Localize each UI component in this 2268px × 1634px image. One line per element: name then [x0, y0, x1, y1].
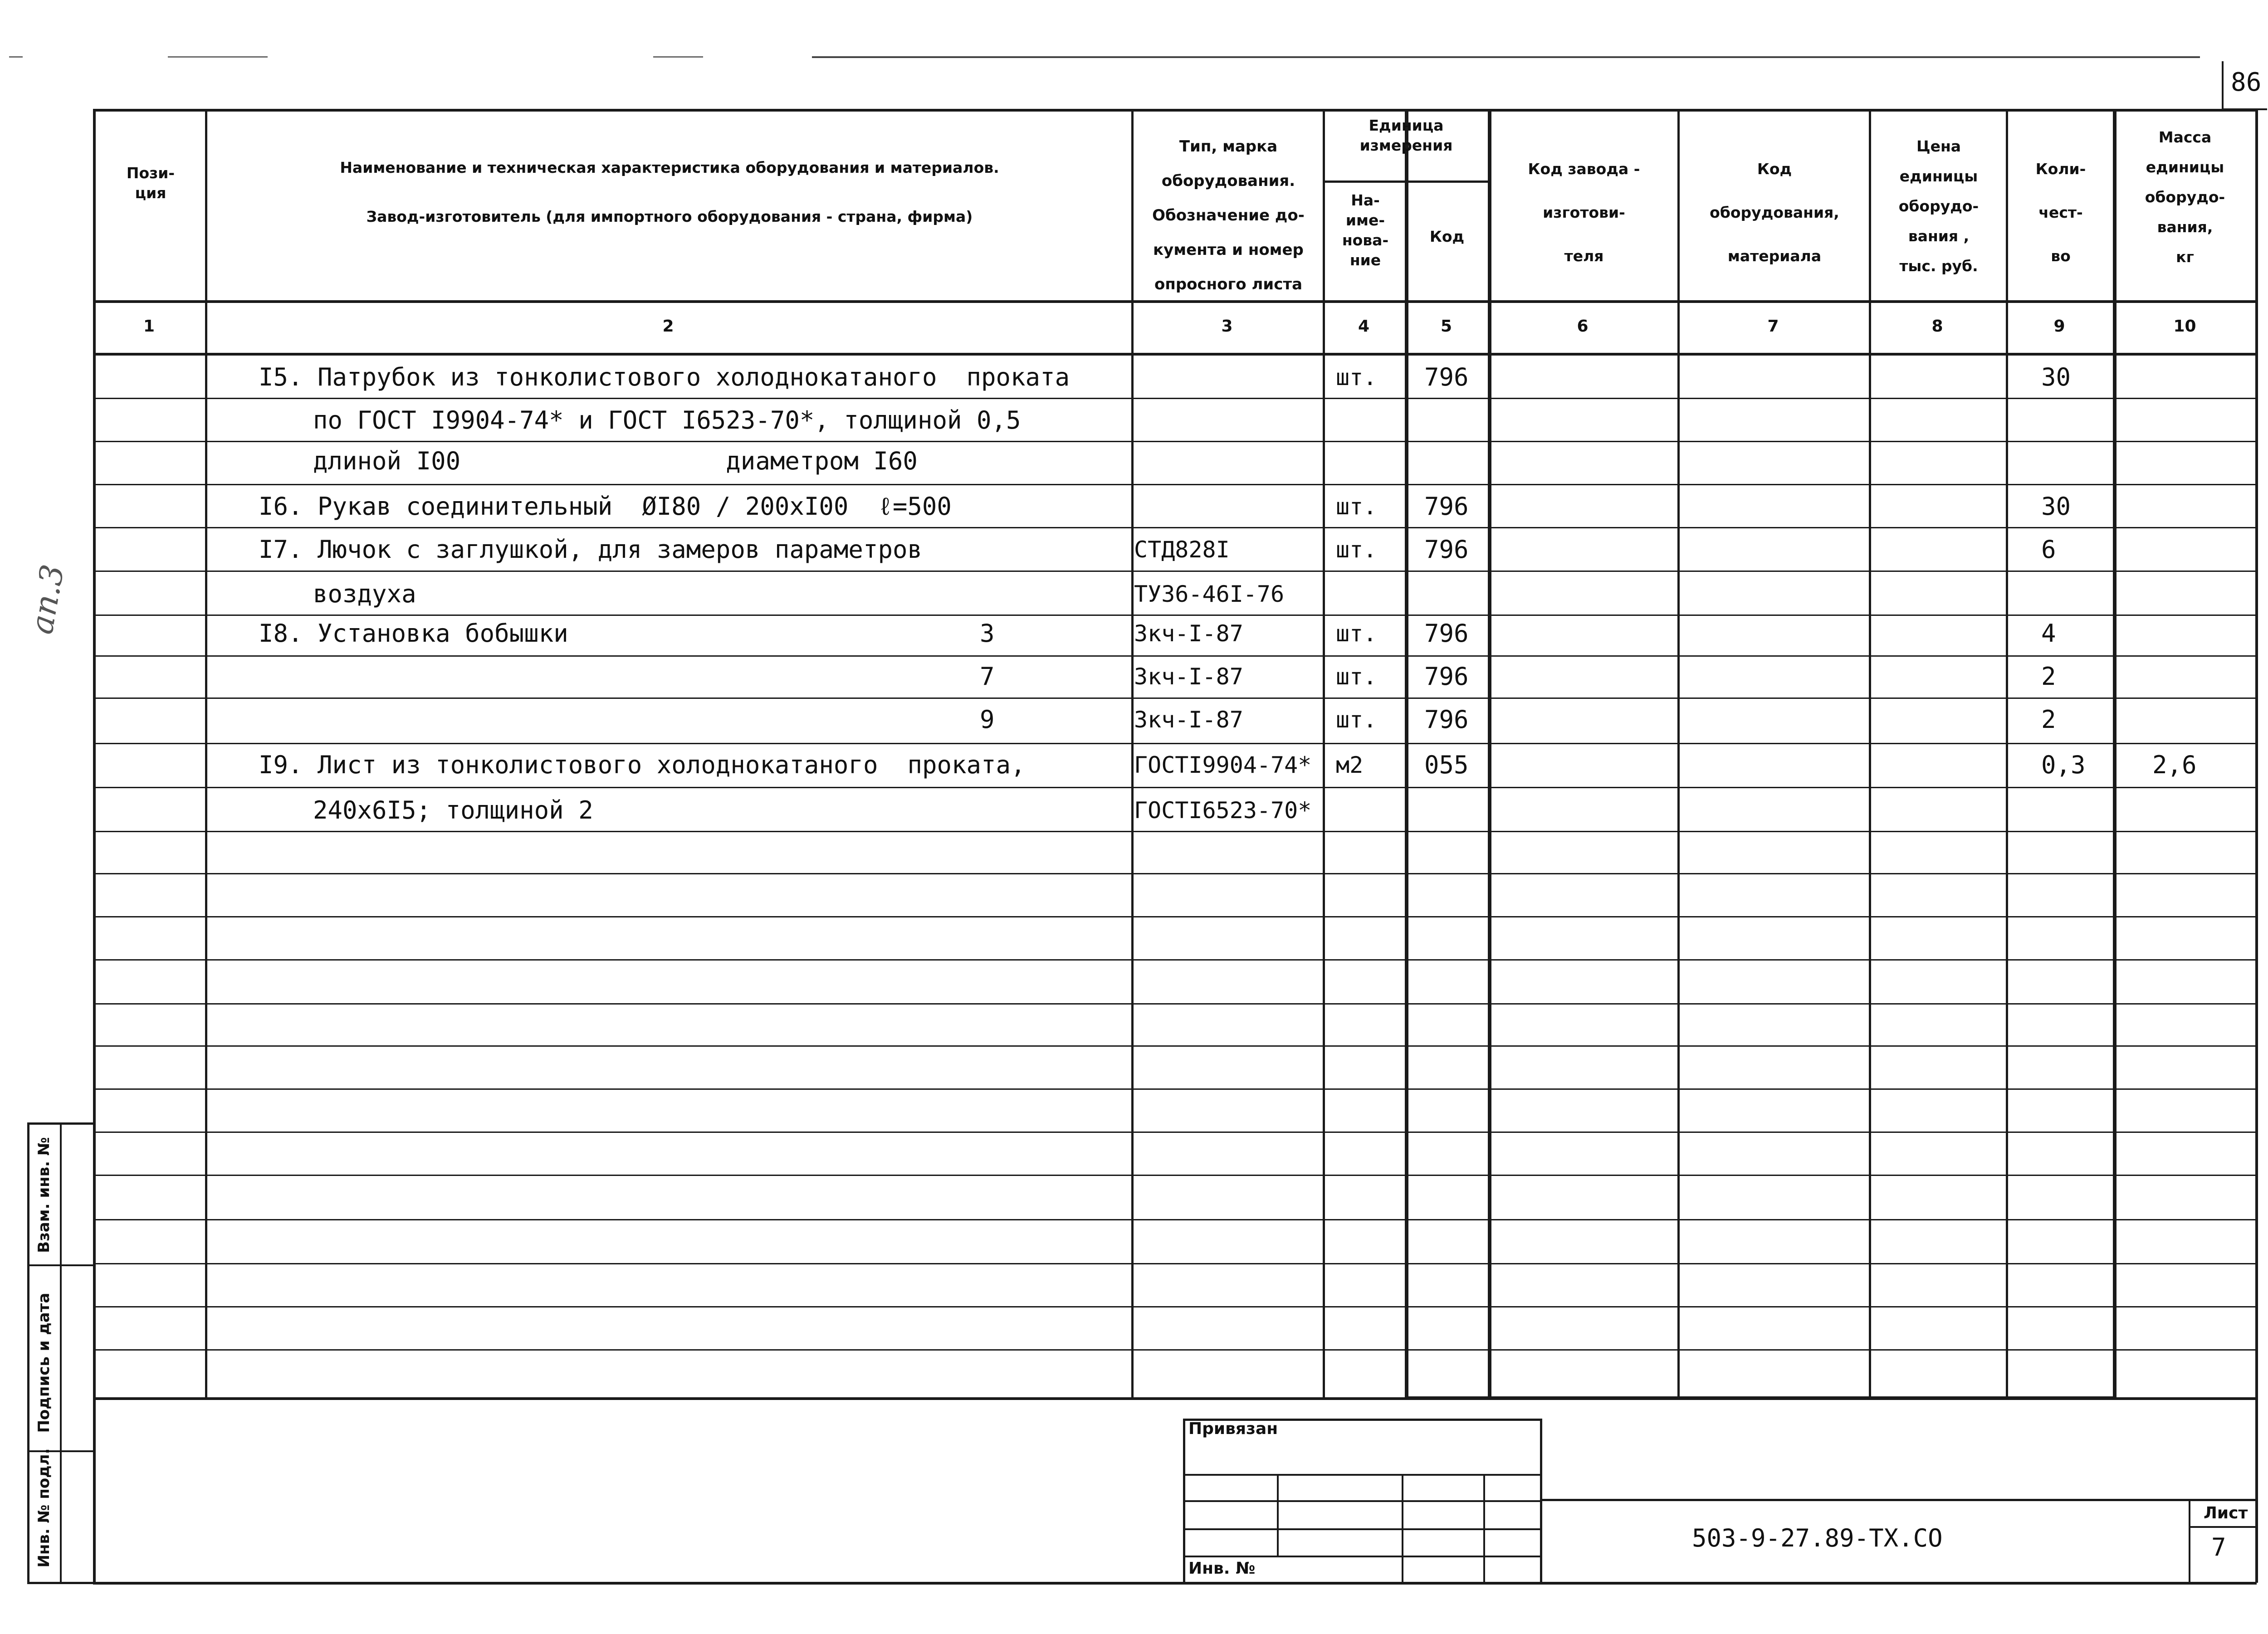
- column-number-2: 2: [662, 317, 674, 336]
- row-line: [93, 743, 2257, 744]
- row-name: 240x6I5; толщиной 2: [313, 796, 593, 824]
- row-line: [93, 697, 2257, 699]
- column-number-6: 6: [1577, 317, 1589, 336]
- column-number-5: 5: [1440, 317, 1452, 336]
- row-line: [93, 959, 2257, 961]
- row-qty: 4: [2041, 619, 2056, 648]
- row-type: 3кч-I-87: [1134, 663, 1243, 690]
- row-line: [93, 398, 2257, 399]
- column-number-4: 4: [1358, 317, 1370, 336]
- row-name: воздуха: [313, 580, 416, 608]
- header-mass: Масса единицы оборудо- вания, кг: [2145, 128, 2225, 266]
- row-line: [93, 615, 2257, 616]
- column-number-line: [93, 353, 2257, 356]
- side-strip-inner: [60, 1122, 62, 1583]
- frame-bottom: [93, 1582, 2257, 1585]
- row-line: [93, 1132, 2257, 1133]
- row-line: [93, 873, 2257, 874]
- row-sub-number: 7: [980, 662, 995, 691]
- row-qty: 2: [2041, 662, 2056, 691]
- sheet-number-top: 86: [2231, 68, 2262, 97]
- row-line: [93, 1349, 2257, 1351]
- row-name: I5. Патрубок из тонколистового холоднокатаного проката: [259, 363, 1070, 391]
- column-number-8: 8: [1931, 317, 1943, 336]
- row-name: I6. Рукав соединительный ØI80 / 200xI00 ℓ=500: [259, 492, 952, 521]
- column-number-7: 7: [1767, 317, 1779, 336]
- row-type: ГОСТI6523-70*: [1134, 797, 1312, 824]
- row-line: [93, 655, 2257, 657]
- side-strip-bottom: [27, 1582, 95, 1584]
- row-line: [93, 1263, 2257, 1264]
- header-unit-code: Код: [1429, 228, 1465, 245]
- row-unit: шт.: [1336, 364, 1377, 390]
- side-strip-left: [27, 1122, 29, 1583]
- sheet-label: Лист: [2204, 1504, 2248, 1522]
- row-code: 796: [1424, 705, 1469, 734]
- row-type: СТД828I: [1134, 537, 1230, 563]
- stamp-vline: [1402, 1474, 1403, 1583]
- header-manufacturer-code: Код завода - изготови- теля: [1528, 160, 1640, 265]
- row-sub-number: 9: [980, 705, 995, 734]
- row-type: 3кч-I-87: [1134, 620, 1243, 647]
- sheet-cell-left: [2189, 1499, 2190, 1583]
- row-name: длиной I00 диаметром I60: [313, 447, 918, 475]
- side-label-replacement-inventory: Взам. инв. №: [35, 1137, 53, 1253]
- row-qty: 2: [2041, 705, 2056, 734]
- row-code: 796: [1424, 662, 1469, 691]
- row-mass: 2,6: [2152, 751, 2197, 779]
- row-line: [93, 787, 2257, 788]
- stamp-line: [1183, 1556, 1542, 1557]
- row-name: I7. Лючок с заглушкой, для замеров параметров: [259, 535, 922, 564]
- row-unit: шт.: [1336, 537, 1377, 563]
- row-code: 796: [1424, 535, 1469, 564]
- stamp-line: [1183, 1474, 1542, 1476]
- row-sub-number: 3: [980, 619, 995, 648]
- row-type: ГОСТI9904-74*: [1134, 752, 1312, 778]
- row-code: 796: [1424, 619, 1469, 648]
- side-label-original-inventory: Инв. № подл.: [35, 1448, 53, 1568]
- sheet-number-box-left: [2222, 61, 2224, 110]
- row-line: [93, 1306, 2257, 1307]
- stamp-vline: [1277, 1474, 1279, 1556]
- header-price: Цена единицы оборудо- вания , тыс. руб.: [1898, 137, 1979, 275]
- row-type: ТУ36-46I-76: [1134, 581, 1285, 607]
- top-mark: [653, 56, 703, 58]
- header-position: Пози- ция: [126, 164, 175, 202]
- top-mark: [9, 56, 23, 58]
- frame-top: [93, 109, 2257, 112]
- top-rule: [812, 56, 2200, 58]
- column-number-9: 9: [2053, 317, 2065, 336]
- row-qty: 30: [2041, 492, 2071, 521]
- row-qty: 30: [2041, 363, 2071, 391]
- title-block-top: [1540, 1499, 2257, 1501]
- row-line: [93, 571, 2257, 572]
- row-line: [93, 1219, 2257, 1220]
- side-label-signature-date: Подпись и дата: [35, 1293, 53, 1433]
- row-type: 3кч-I-87: [1134, 707, 1243, 733]
- row-unit: шт.: [1336, 493, 1377, 520]
- row-name: по ГОСТ I9904-74* и ГОСТ I6523-70*, толщиной 0,5: [313, 406, 1021, 434]
- row-line: [93, 527, 2257, 528]
- row-line: [93, 1045, 2257, 1047]
- top-mark: [168, 56, 268, 58]
- row-line: [93, 1088, 2257, 1090]
- column-number-10: 10: [2173, 317, 2196, 336]
- stamp-line: [1183, 1500, 1542, 1502]
- stamp-inv-no: Инв. №: [1188, 1559, 1256, 1578]
- row-line: [93, 916, 2257, 917]
- row-line: [93, 1003, 2257, 1005]
- row-code: 055: [1424, 751, 1469, 779]
- stamp-line: [1183, 1528, 1542, 1530]
- row-name: I9. Лист из тонколистового холоднокатаного проката,: [259, 751, 1026, 779]
- row-line: [93, 831, 2257, 832]
- row-line: [93, 441, 2257, 442]
- sheet-number-box-bottom: [2222, 108, 2267, 110]
- row-code: 796: [1424, 363, 1469, 391]
- sheet-cell-sep: [2189, 1526, 2257, 1528]
- row-line: [93, 484, 2257, 485]
- unit-subheader-line: [1323, 180, 1488, 183]
- row-unit: шт.: [1336, 620, 1377, 647]
- column-number-3: 3: [1221, 317, 1233, 336]
- header-quantity: Коли- чест- во: [2035, 160, 2086, 265]
- row-unit: м2: [1336, 752, 1364, 778]
- row-unit: шт.: [1336, 663, 1377, 690]
- header-name: Наименование и техническая характеристика оборудования и материалов. Завод-изготовитель (для импортного оборудования - страна, фирма): [340, 159, 999, 225]
- row-qty: 0,3: [2041, 751, 2086, 779]
- document-code: 503-9-27.89-ТХ.СО: [1692, 1524, 1943, 1552]
- sheet-number: 7: [2211, 1533, 2226, 1561]
- row-qty: 6: [2041, 535, 2056, 564]
- column-number-1: 1: [143, 317, 155, 336]
- header-unit-name: На- име- нова- ние: [1342, 191, 1389, 269]
- header-type: Тип, марка оборудования. Обозначение до- кумента и номер опросного листа: [1152, 137, 1305, 293]
- row-name: I8. Установка бобышки: [259, 619, 568, 648]
- row-unit: шт.: [1336, 707, 1377, 733]
- header-equipment-code: Код оборудования, материала: [1710, 160, 1839, 265]
- row-line: [93, 1175, 2257, 1176]
- header-unit-group: Единица измерения: [1359, 117, 1453, 154]
- heavy-bottom-line: [1405, 1396, 2116, 1400]
- stamp-vline: [1483, 1474, 1485, 1583]
- side-note: ап.3: [23, 561, 72, 637]
- row-code: 796: [1424, 492, 1469, 521]
- stamp-privyazan: Привязан: [1188, 1419, 1278, 1438]
